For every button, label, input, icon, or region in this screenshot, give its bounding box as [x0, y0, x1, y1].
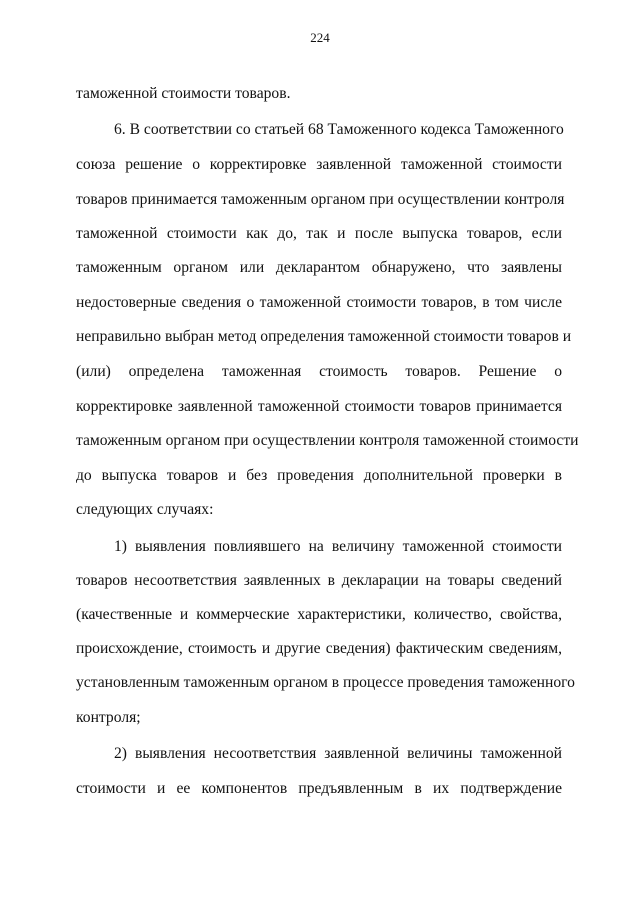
text-line: таможенным органом при осуществлении контроля таможенной стоимости	[76, 432, 579, 449]
text-line: союза решение о корректировке заявленной таможенной стоимости	[76, 156, 562, 173]
text-line: (или) определена таможенная стоимость товаров. Решение о	[76, 363, 562, 380]
text-line: недостоверные сведения о таможенной стоимости товаров, в том числе	[76, 294, 562, 311]
text-line: установленным таможенным органом в процессе проведения таможенного	[76, 674, 575, 691]
text-line: следующих случаях:	[76, 501, 214, 518]
text-line: неправильно выбран метод определения таможенной стоимости товаров и	[76, 328, 572, 345]
page-number: 224	[310, 30, 330, 45]
text-line: происхождение, стоимость и другие сведения) фактическим сведениям,	[76, 640, 562, 657]
text-line: товаров несоответствия заявленных в декларации на товары сведений	[76, 572, 562, 589]
text-line: корректировке заявленной таможенной стоимости товаров принимается	[76, 398, 562, 415]
text-line: таможенной стоимости как до, так и после выпуска товаров, если	[76, 225, 562, 242]
text-line: (качественные и коммерческие характеристики, количество, свойства,	[76, 606, 562, 623]
text-line: таможенной стоимости товаров.	[76, 85, 291, 102]
text-line: товаров принимается таможенным органом при осуществлении контроля	[76, 191, 565, 208]
text-line: контроля;	[76, 709, 141, 726]
text-line: до выпуска товаров и без проведения дополнительной проверки в	[76, 467, 562, 484]
text-line: таможенным органом или декларантом обнаружено, что заявлены	[76, 259, 562, 276]
list-item-2-line: 2) выявления несоответствия заявленной величины таможенной	[114, 745, 562, 762]
list-item-1-line: 1) выявления повлиявшего на величину таможенной стоимости	[114, 538, 562, 555]
text-line: 6. В соответствии со статьей 68 Таможенного кодекса Таможенного	[114, 121, 564, 138]
text-line: стоимости и ее компонентов предъявленным в их подтверждение	[76, 780, 562, 797]
